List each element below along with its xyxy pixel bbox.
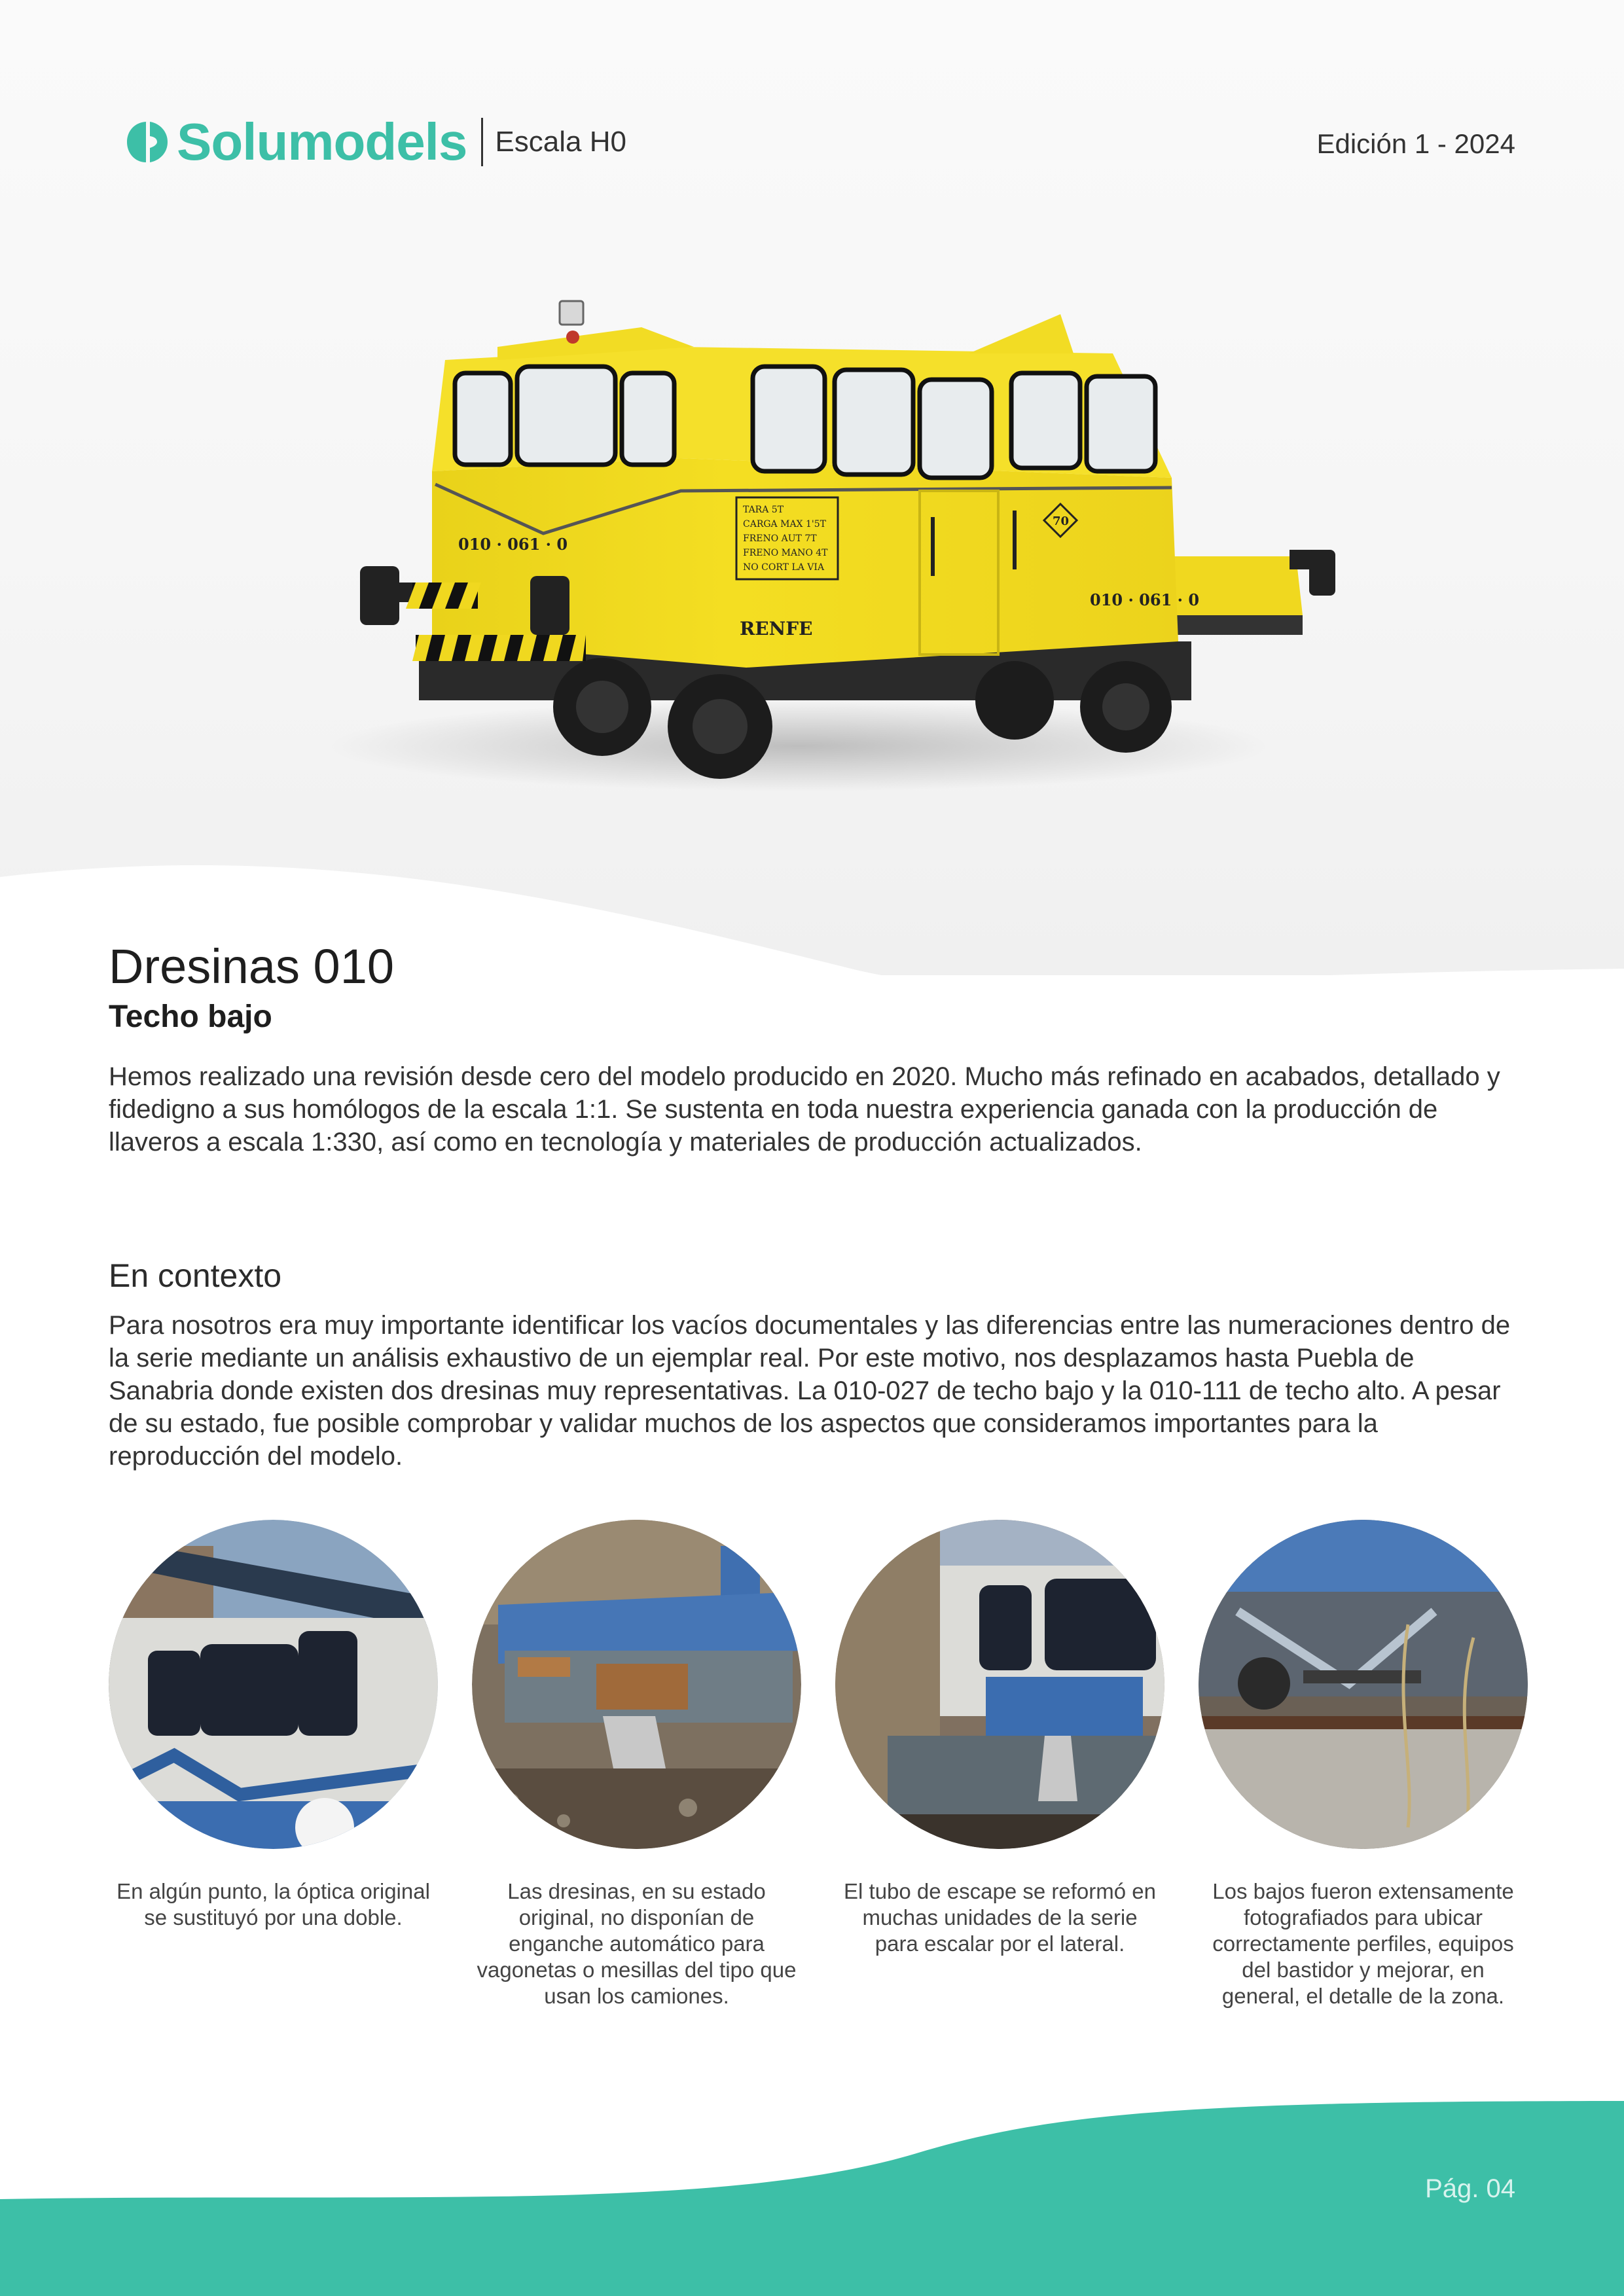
- photo-gallery: [109, 1520, 1529, 2043]
- gallery-caption: El tubo de escape se reformó en muchas unidades de la serie para escalar por el lateral.: [844, 1879, 1156, 1956]
- brand-name: Solumodels: [177, 113, 467, 171]
- plate-line: FRENO AUT 7T: [743, 533, 817, 544]
- product-title: Dresinas 010: [109, 939, 395, 994]
- gallery-item: [1199, 1520, 1528, 2009]
- hero-train-image: [327, 275, 1388, 812]
- plate-line: FRENO MANO 4T: [743, 548, 828, 558]
- product-description: Hemos realizado una revisión desde cero del modelo producido en 2020. Mucho más refinado en acabados, detallado y fidedigno a sus homólogos de la escala 1:1. Se sustenta en toda nuestra experiencia ganada con la producción de llaveros a escala 1:330, así como en tecnología y materiales de producción actualizados.: [109, 1062, 1500, 1157]
- underframe-photo: [1199, 1520, 1528, 1849]
- gallery-caption: Las dresinas, en su estado original, no disponían de enganche automático para vagonetas o mesillas del tipo que usan los camiones.: [477, 1879, 797, 2008]
- solumodels-logo-icon: [124, 119, 170, 165]
- plate-line: NO CORT LA VIA: [743, 562, 825, 573]
- plate-line: CARGA MAX 1'5T: [743, 519, 826, 529]
- car-number-side: 010 · 061 · 0: [1090, 590, 1200, 609]
- logo-divider: [481, 118, 483, 166]
- gallery-item: [472, 1520, 801, 2009]
- brand-logo: [124, 113, 626, 171]
- car-number-front: 010 · 061 · 0: [458, 535, 568, 554]
- footer-wave: [0, 2094, 1624, 2296]
- coupling-frame-photo: [472, 1520, 801, 1849]
- page-number: Pág. 04: [1425, 2174, 1515, 2203]
- scale-label: Escala H0: [495, 126, 626, 158]
- context-heading: En contexto: [109, 1257, 282, 1294]
- svg-text:70: 70: [1053, 514, 1070, 528]
- gallery-item: [109, 1520, 438, 1931]
- gallery-item: [835, 1520, 1164, 1957]
- product-subtitle: Techo bajo: [109, 999, 272, 1034]
- front-exhaust-photo: [835, 1520, 1164, 1849]
- gallery-caption: Los bajos fueron extensamente fotografiados para ubicar correctamente perfiles, equipos del bastidor y mejorar, en general, el detalle de la zona.: [1212, 1879, 1514, 2008]
- renfe-mark: RENFE: [740, 618, 813, 639]
- plate-line: TARA 5T: [743, 505, 784, 515]
- context-text: Para nosotros era muy importante identificar los vacíos documentales y las diferencias entre las numeraciones dentro de la serie mediante un análisis exhaustivo de un ejemplar real. Por este motivo, nos desplazamos hasta Puebla de Sanabria donde existen dos dresinas muy representativas. La 010-027 de techo bajo y la 010-111 de techo alto. A pesar de su estado, fue posible comprobar y validar muchos de los aspectos que consideramos importantes para la reproducción del modelo.: [109, 1311, 1511, 1471]
- gallery-caption: En algún punto, la óptica original se sustituyó por una doble.: [117, 1879, 430, 1929]
- edition-label: Edición 1 - 2024: [1316, 128, 1515, 159]
- cab-window-photo: [109, 1520, 438, 1849]
